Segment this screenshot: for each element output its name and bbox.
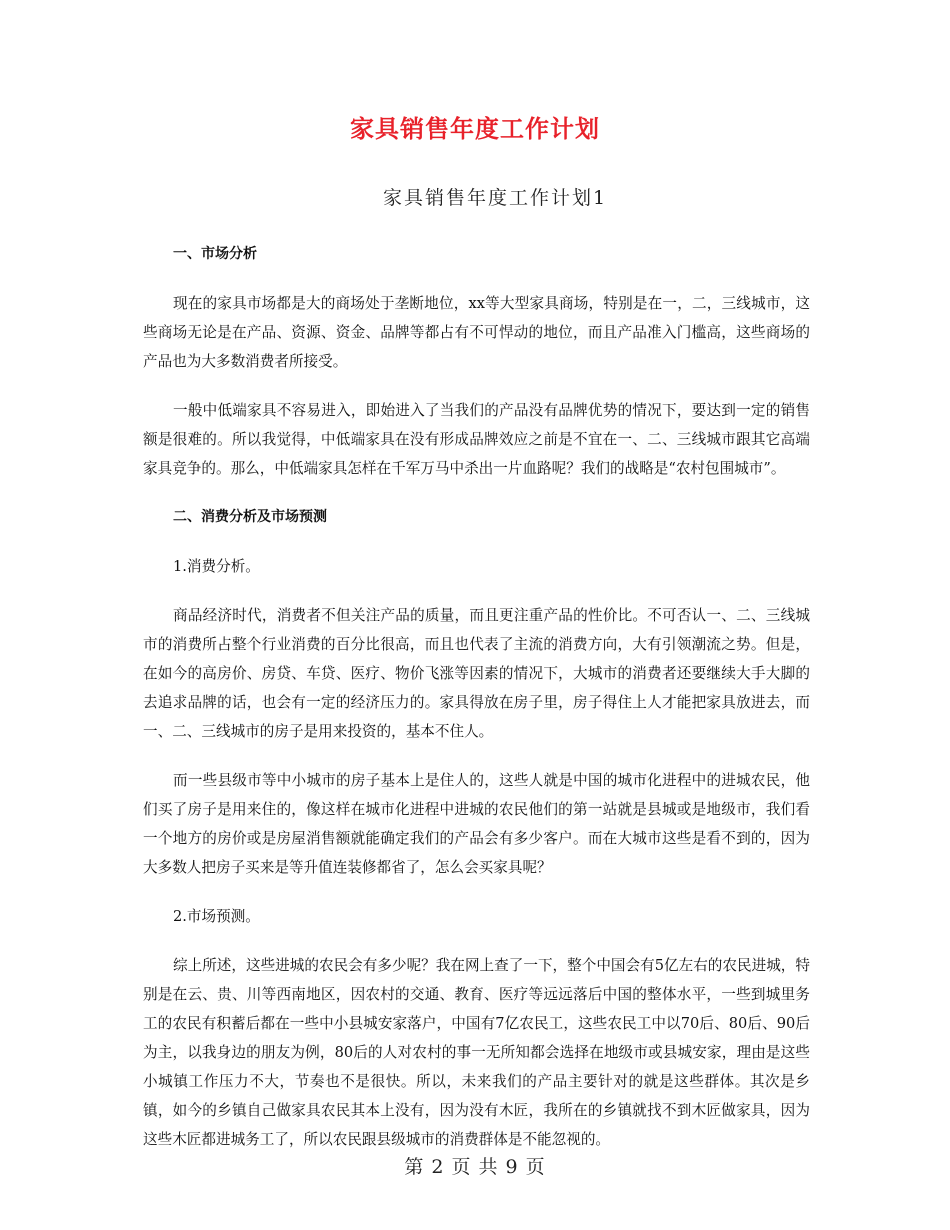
subheading-consumption-analysis: 1.消费分析。 [173, 558, 260, 575]
document-body [143, 240, 810, 1174]
paragraph: 而一些县级市等中小城市的房子基本上是住人的，这些人就是中国的城市化进程中的进城农民，他们买了房子是用来住的，像这样在城市化进程中进城的农民他们的第一站就是县城或是地级市，我们看一个地方的房价或是房屋消售额就能确定我们的产品会有多少客户。而在大城市这些是看不到的，因为大多数人把房子买来是等升值连装修都省了，怎么会买家具呢？ [143, 772, 810, 876]
subheading-market-forecast: 2.市场预测。 [173, 908, 260, 925]
paragraph: 现在的家具市场都是大的商场处于垄断地位，xx等大型家具商场，特别是在一，二，三线城市，这些商场无论是在产品、资源、资金、品牌等都占有不可悍动的地位，而且产品准入门槛高，这些商场的产品也为大多数消费者所接受。 [143, 295, 810, 370]
document-title: 家具销售年度工作计划 [350, 115, 600, 143]
section-heading-consumption-analysis: 二、消费分析及市场预测 [173, 509, 327, 525]
document-subtitle: 家具销售年度工作计划1 [382, 187, 608, 209]
paragraph: 综上所述，这些进城的农民会有多少呢？我在网上查了一下，整个中国会有5亿左右的农民进城，特别是在云、贵、川等西南地区，因农村的交通、教育、医疗等远远落后中国的整体水平，一些到城里务工的农民有积蓄后都在一些中小县城安家落户，中国有7亿农民工，这些农民工中以70后、80后、90后为主，以我身边的朋友为例，80后的人对农村的事一无所知都会选择在地级市或县城安家，理由是这些小城镇工作压力不大，节奏也不是很快。所以，未来我们的产品主要针对的就是这些群体。其次是乡镇，如今的乡镇自己做家具农民其本上没有，因为没有木匠，我所在的乡镇就找不到木匠做家具，因为这些木匠都进城务工了，所以农民跟县级城市的消费群体是不能忽视的。 [143, 957, 810, 1148]
section-heading-market-analysis: 一、市场分析 [173, 246, 257, 262]
page-number-footer: 第 2 页 共 9 页 [404, 1156, 546, 1178]
paragraph: 商品经济时代，消费者不但关注产品的质量，而且更注重产品的性价比。不可否认一、二、三线城市的消费所占整个行业消费的百分比很高，而且也代表了主流的消费方向，大有引领潮流之势。但是，在如今的高房价、房贷、车贷、医疗、物价飞涨等因素的情况下，大城市的消费者还要继续大手大脚的去追求品牌的话，也会有一定的经济压力的。家具得放在房子里，房子得住上人才能把家具放进去，而一、二、三线城市的房子是用来投资的，基本不住人。 [143, 607, 810, 740]
paragraph: 一般中低端家具不容易进入，即始进入了当我们的产品没有品牌优势的情况下，要达到一定的销售额是很难的。所以我觉得，中低端家具在没有形成品牌效应之前是不宜在一、二、三线城市跟其它高端家具竞争的。那么，中低端家具怎样在千军万马中杀出一片血路呢？我们的战略是“农村包围城市”。 [143, 402, 810, 477]
